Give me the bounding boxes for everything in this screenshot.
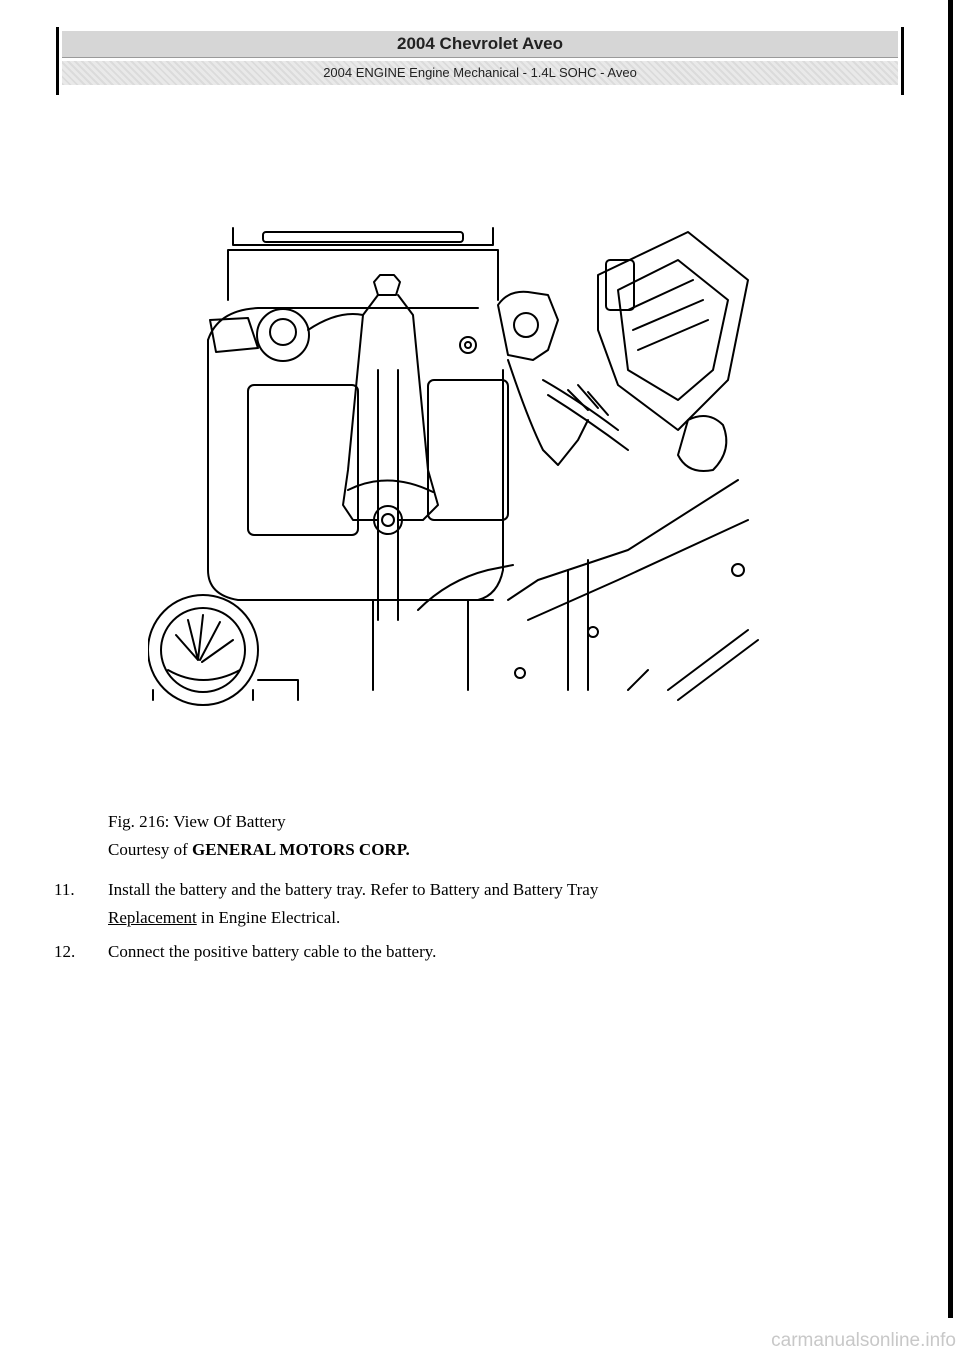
- header-title: 2004 Chevrolet Aveo: [62, 31, 898, 58]
- header-subtitle: 2004 ENGINE Engine Mechanical - 1.4L SOHC - Aveo: [62, 61, 898, 85]
- battery-illustration: [148, 220, 768, 710]
- figure-caption: [108, 808, 410, 864]
- step-text: Connect the positive battery cable to the battery.: [108, 942, 437, 961]
- step-number: 11.: [54, 880, 75, 899]
- figure-courtesy: [108, 836, 410, 864]
- header-right-bar: [901, 27, 904, 95]
- step-number: 12.: [54, 942, 76, 961]
- page-right-rule: [948, 0, 953, 1318]
- page-header: [56, 27, 904, 95]
- step-text: [108, 876, 828, 932]
- watermark-text: carmanualsonline.info: [771, 1330, 956, 1351]
- step-text-before: Install the battery and the battery tray. Refer to Battery and Battery Tray: [108, 880, 599, 899]
- header-left-bar: [56, 27, 59, 95]
- courtesy-corp: GENERAL MOTORS CORP.: [192, 840, 410, 859]
- figure-title: Fig. 216: View Of Battery: [108, 812, 286, 831]
- replacement-link[interactable]: Replacement: [108, 908, 197, 927]
- step-text-after: in Engine Electrical.: [196, 908, 341, 927]
- courtesy-prefix: Courtesy of: [108, 840, 193, 859]
